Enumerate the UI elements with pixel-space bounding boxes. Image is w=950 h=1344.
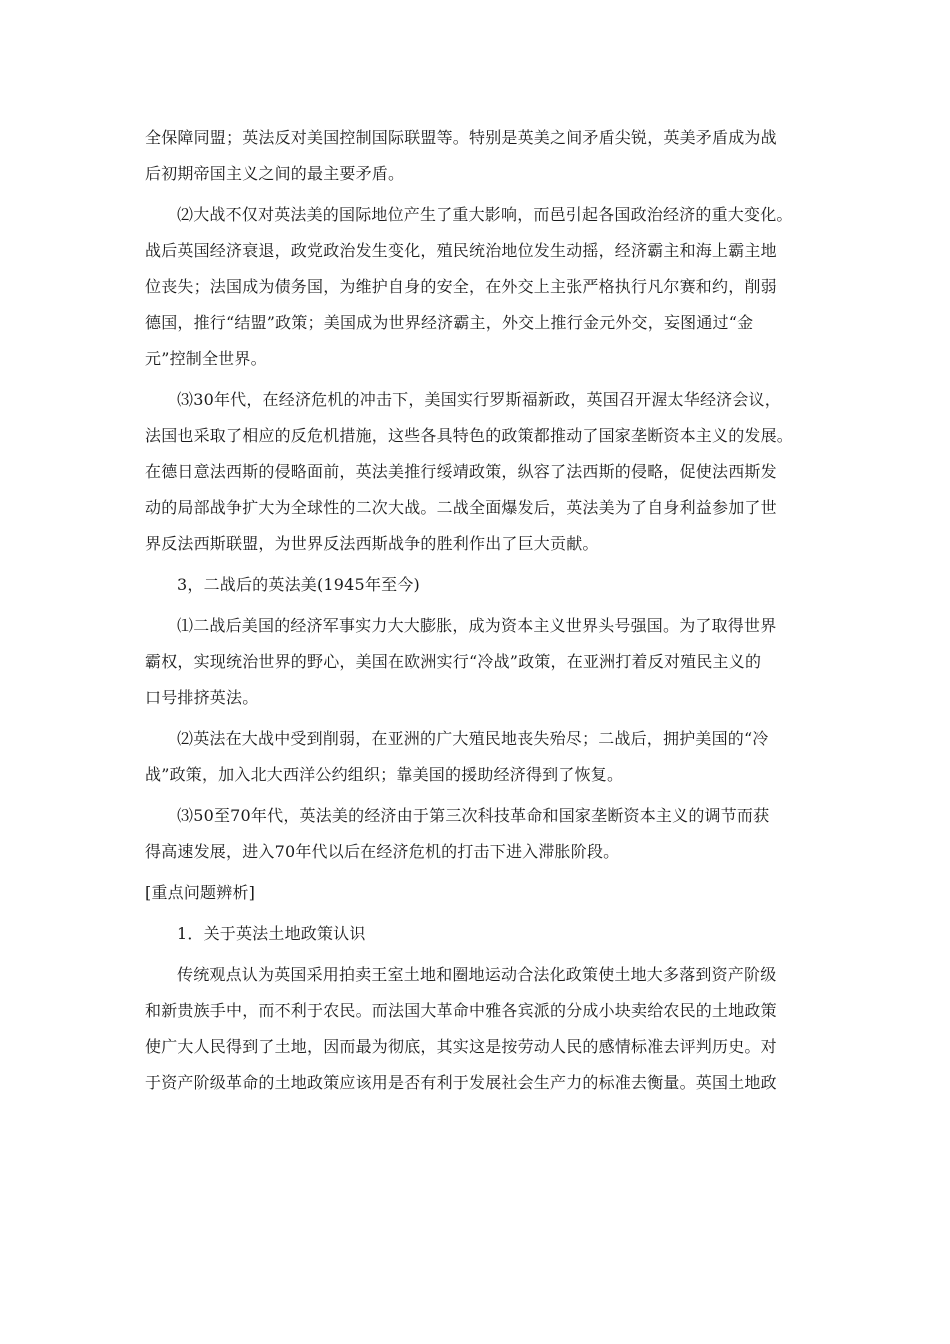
text-line: 界反法西斯联盟，为世界反法西斯战争的胜利作出了巨大贡献。	[145, 534, 599, 553]
paragraph-1	[145, 120, 810, 192]
text-line: ⑶50至70年代，英法美的经济由于第三次科技革命和国家垄断资本主义的调节而获	[177, 806, 770, 825]
text-line: 在德日意法西斯的侵略面前，英法美推行绥靖政策，纵容了法西斯的侵略，促使法西斯发	[145, 462, 777, 481]
paragraph-4	[145, 608, 810, 716]
text-line: 使广大人民得到了土地，因而最为彻底，其实这是按劳动人民的感情标准去评判历史。对	[145, 1037, 777, 1056]
paragraph-7	[145, 957, 810, 1101]
document-body	[145, 120, 810, 1106]
text-line: 位丧失；法国成为债务国，为维护自身的安全，在外交上主张严格执行凡尔赛和约，削弱	[145, 277, 777, 296]
text-line: 于资产阶级革命的土地政策应该用是否有利于发展社会生产力的标准去衡量。英国土地政	[145, 1073, 777, 1092]
text-line: 1．关于英法土地政策认识	[177, 924, 366, 943]
text-line: 法国也采取了相应的反危机措施，这些各具特色的政策都推动了国家垄断资本主义的发展。	[145, 426, 794, 445]
section-heading	[145, 567, 810, 603]
text-line: 霸权，实现统治世界的野心，美国在欧洲实行“冷战”政策，在亚洲打着反对殖民主义的	[145, 652, 762, 671]
paragraph-5	[145, 721, 810, 793]
text-line: 和新贵族手中，而不利于农民。而法国大革命中雅各宾派的分成小块卖给农民的土地政策	[145, 1001, 777, 1020]
subsection-heading	[145, 916, 810, 952]
text-line: 全保障同盟；英法反对美国控制国际联盟等。特别是英美之间矛盾尖锐，英美矛盾成为战	[145, 128, 777, 147]
text-line: ⑶30年代，在经济危机的冲击下，美国实行罗斯福新政，英国召开渥太华经济会议，	[177, 390, 781, 409]
paragraph-3	[145, 382, 810, 562]
text-line: 动的局部战争扩大为全球性的二次大战。二战全面爆发后，英法美为了自身利益参加了世	[145, 498, 777, 517]
text-line: [重点问题辨析]	[145, 883, 256, 902]
text-line: 口号排挤英法。	[145, 688, 259, 707]
text-line: ⑵大战不仅对英法美的国际地位产生了重大影响，而邑引起各国政治经济的重大变化。	[177, 205, 793, 224]
text-line: 战后英国经济衰退，政党政治发生变化，殖民统治地位发生动摇，经济霸主和海上霸主地	[145, 241, 777, 260]
text-line: 德国，推行“结盟”政策；美国成为世界经济霸主，外交上推行金元外交，妄图通过“金	[145, 313, 754, 332]
text-line: 传统观点认为英国采用拍卖王室土地和圈地运动合法化政策使土地大多落到资产阶级	[177, 965, 777, 984]
text-line: 得高速发展，进入70年代以后在经济危机的打击下进入滞胀阶段。	[145, 842, 620, 861]
paragraph-6	[145, 798, 810, 870]
text-line: ⑵英法在大战中受到削弱，在亚洲的广大殖民地丧失殆尽；二战后，拥护美国的“冷	[177, 729, 769, 748]
paragraph-2	[145, 197, 810, 377]
text-line: ⑴二战后美国的经济军事实力大大膨胀，成为资本主义世界头号强国。为了取得世界	[177, 616, 777, 635]
text-line: 战”政策，加入北大西洋公约组织；靠美国的援助经济得到了恢复。	[145, 765, 624, 784]
key-issues-heading	[145, 875, 810, 911]
text-line: 3，二战后的英法美(1945年至今)	[177, 575, 420, 594]
text-line: 元”控制全世界。	[145, 349, 267, 368]
text-line: 后初期帝国主义之间的最主要矛盾。	[145, 164, 405, 183]
